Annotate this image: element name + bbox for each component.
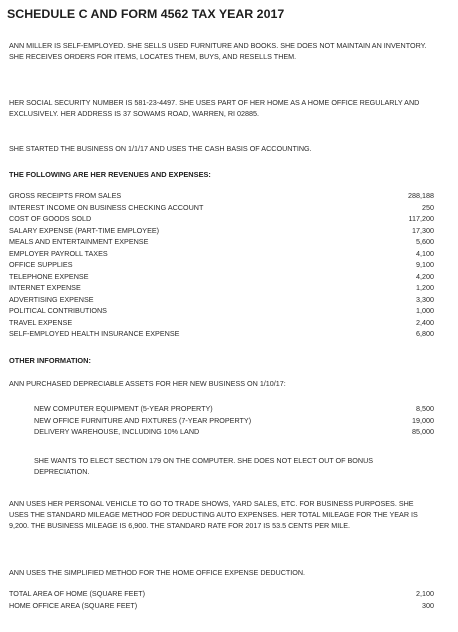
item-value: 250 <box>422 202 434 212</box>
list-item <box>9 190 434 201</box>
item-label: INTERNET EXPENSE <box>9 283 81 292</box>
list-item <box>34 415 434 426</box>
list-item <box>9 282 434 293</box>
item-value: 3,300 <box>416 294 434 304</box>
item-label: SELF-EMPLOYED HEALTH INSURANCE EXPENSE <box>9 329 180 338</box>
item-value: 9,100 <box>416 260 434 269</box>
item-label: HOME OFFICE AREA (SQUARE FEET) <box>9 600 138 610</box>
list-item <box>9 225 434 236</box>
item-value: 85,000 <box>412 427 434 436</box>
item-value: 1,000 <box>416 306 434 315</box>
item-value: 2,100 <box>416 589 434 598</box>
item-value: 117,200 <box>408 214 434 223</box>
item-value: 300 <box>422 600 434 610</box>
item-label: NEW OFFICE FURNITURE AND FIXTURES (7-YEAR PROPERTY) <box>34 415 252 425</box>
list-item <box>9 202 434 213</box>
revenue-heading: THE FOLLOWING ARE HER REVENUES AND EXPENSES: <box>9 170 211 179</box>
item-value: 5,600 <box>416 237 434 246</box>
item-value: 4,100 <box>416 248 434 258</box>
item-value: 2,400 <box>416 317 434 327</box>
list-item <box>34 403 434 414</box>
list-item <box>9 294 434 305</box>
item-label: GROSS RECEIPTS FROM SALES <box>9 191 122 200</box>
vehicle-note: ANN USES HER PERSONAL VEHICLE TO GO TO TRADE SHOWS, YARD SALES, ETC. FOR BUSINESS PURPOSES. SHE USES THE STANDARD MILEAGE METHOD FOR DEDUCTING AUTO EXPENSES. HER TOTAL MILEAGE FOR THE YEAR IS 9,200. THE BUSINESS MILEAGE IS 6,900. THE STANDARD RATE FOR 2017 IS 53.5 CENTS PER MILE. <box>9 499 418 530</box>
item-label: TRAVEL EXPENSE <box>9 317 73 327</box>
page-title: SCHEDULE C AND FORM 4562 TAX YEAR 2017 <box>7 7 285 21</box>
item-value: 8,500 <box>416 404 434 413</box>
item-label: TOTAL AREA OF HOME (SQUARE FEET) <box>9 589 146 598</box>
list-item <box>9 305 434 316</box>
list-item <box>34 426 434 437</box>
other-info-heading: OTHER INFORMATION: <box>9 356 91 365</box>
item-label: DELIVERY WAREHOUSE, INCLUDING 10% LAND <box>34 427 200 436</box>
item-value: 1,200 <box>416 283 434 292</box>
item-label: INTEREST INCOME ON BUSINESS CHECKING ACCOUNT <box>9 202 204 212</box>
intro-paragraph-ssn-address: HER SOCIAL SECURITY NUMBER IS 581-23-4497. SHE USES PART OF HER HOME AS A HOME OFFICE REGULARLY AND EXCLUSIVELY. HER ADDRESS IS 37 SOWAMS ROAD, WARREN, RI 02885. <box>9 98 420 118</box>
item-label: SALARY EXPENSE (PART-TIME EMPLOYEE) <box>9 225 160 235</box>
home-office-note: ANN USES THE SIMPLIFIED METHOD FOR THE HOME OFFICE EXPENSE DEDUCTION. <box>9 568 306 577</box>
list-item <box>9 248 434 259</box>
item-label: MEALS AND ENTERTAINMENT EXPENSE <box>9 237 149 246</box>
item-label: POLITICAL CONTRIBUTIONS <box>9 306 107 315</box>
item-value: 4,200 <box>416 271 434 281</box>
item-label: NEW COMPUTER EQUIPMENT (5-YEAR PROPERTY) <box>34 404 213 413</box>
assets-intro: ANN PURCHASED DEPRECIABLE ASSETS FOR HER NEW BUSINESS ON 1/10/17: <box>9 379 286 388</box>
item-value: 19,000 <box>412 415 434 425</box>
item-label: TELEPHONE EXPENSE <box>9 271 89 281</box>
item-value: 6,800 <box>416 329 434 338</box>
list-item <box>9 600 434 611</box>
list-item <box>9 236 434 247</box>
item-label: OFFICE SUPPLIES <box>9 260 73 269</box>
list-item <box>9 328 434 339</box>
list-item <box>9 317 434 328</box>
list-item <box>9 213 434 224</box>
intro-paragraph-start-date: SHE STARTED THE BUSINESS ON 1/1/17 AND USES THE CASH BASIS OF ACCOUNTING. <box>9 144 312 153</box>
item-label: EMPLOYER PAYROLL TAXES <box>9 248 108 258</box>
section179-note: SHE WANTS TO ELECT SECTION 179 ON THE COMPUTER. SHE DOES NOT ELECT OUT OF BONUS DEPRECIATION. <box>34 456 374 476</box>
item-value: 288,188 <box>408 191 434 200</box>
intro-paragraph-business: ANN MILLER IS SELF-EMPLOYED. SHE SELLS USED FURNITURE AND BOOKS. SHE DOES NOT MAINTAIN AN INVENTORY. SHE RECEIVES ORDERS FOR ITEMS, LOCATES THEM, BUYS, AND RESELLS THEM. <box>9 41 427 61</box>
list-item <box>9 588 434 599</box>
list-item <box>9 271 434 282</box>
item-label: COST OF GOODS SOLD <box>9 214 92 223</box>
item-value: 17,300 <box>412 225 434 235</box>
list-item <box>9 259 434 270</box>
item-label: ADVERTISING EXPENSE <box>9 294 94 304</box>
